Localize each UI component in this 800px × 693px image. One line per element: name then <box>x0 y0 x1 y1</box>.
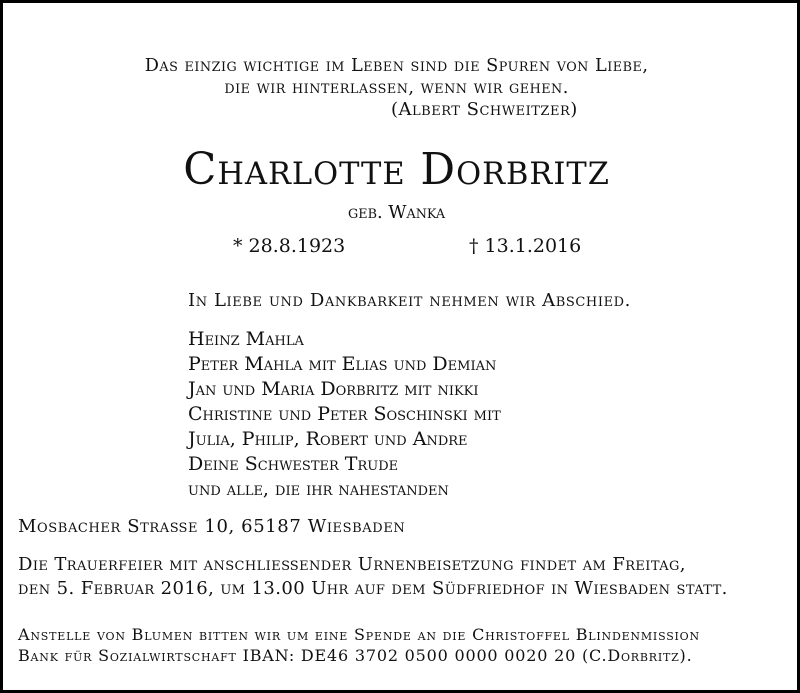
funeral-line-2: den 5. Februar 2016, um 13.00 Uhr auf dem Südfriedhof in Wiesbaden statt. <box>18 578 728 599</box>
mourner-item: Jan und Maria Dorbritz mit nikki <box>188 378 479 400</box>
mourner-item: Peter Mahla mit Elias und Demian <box>188 353 497 375</box>
mourner-item: Heinz Mahla <box>188 328 304 350</box>
deceased-name: Charlotte Dorbritz <box>183 144 610 195</box>
donation-line-2: Bank für Sozialwirtschaft IBAN: DE46 3702 0500 0000 0020 20 (C.Dorbritz). <box>18 646 693 665</box>
quote-line-1: Das einzig wichtige im Leben sind die Spuren von Liebe, <box>144 55 649 76</box>
mourner-item: Christine und Peter Soschinski mit <box>188 403 501 425</box>
farewell-text: In Liebe und Dankbarkeit nehmen wir Abschied. <box>188 290 632 311</box>
mourner-item: und alle, die ihr nahestanden <box>188 478 449 500</box>
funeral-line-1: Die Trauerfeier mit anschließender Urnenbeisetzung findet am Freitag, <box>18 554 686 575</box>
quote-author: (Albert Schweitzer) <box>391 99 578 120</box>
birth-date: * 28.8.1923 <box>233 235 346 257</box>
quote-line-2: die wir hinterlassen, wenn wir gehen. <box>224 77 569 98</box>
death-date: † 13.1.2016 <box>469 235 582 257</box>
donation-line-1: Anstelle von Blumen bitten wir um eine Spende an die Christoffel Blindenmission <box>18 625 700 644</box>
maiden-name: geb. Wanka <box>348 202 446 223</box>
mourner-item: Deine Schwester Trude <box>188 453 399 475</box>
address: Mosbacher Straße 10, 65187 Wiesbaden <box>18 516 406 537</box>
mourner-item: Julia, Philip, Robert und Andre <box>188 428 468 450</box>
